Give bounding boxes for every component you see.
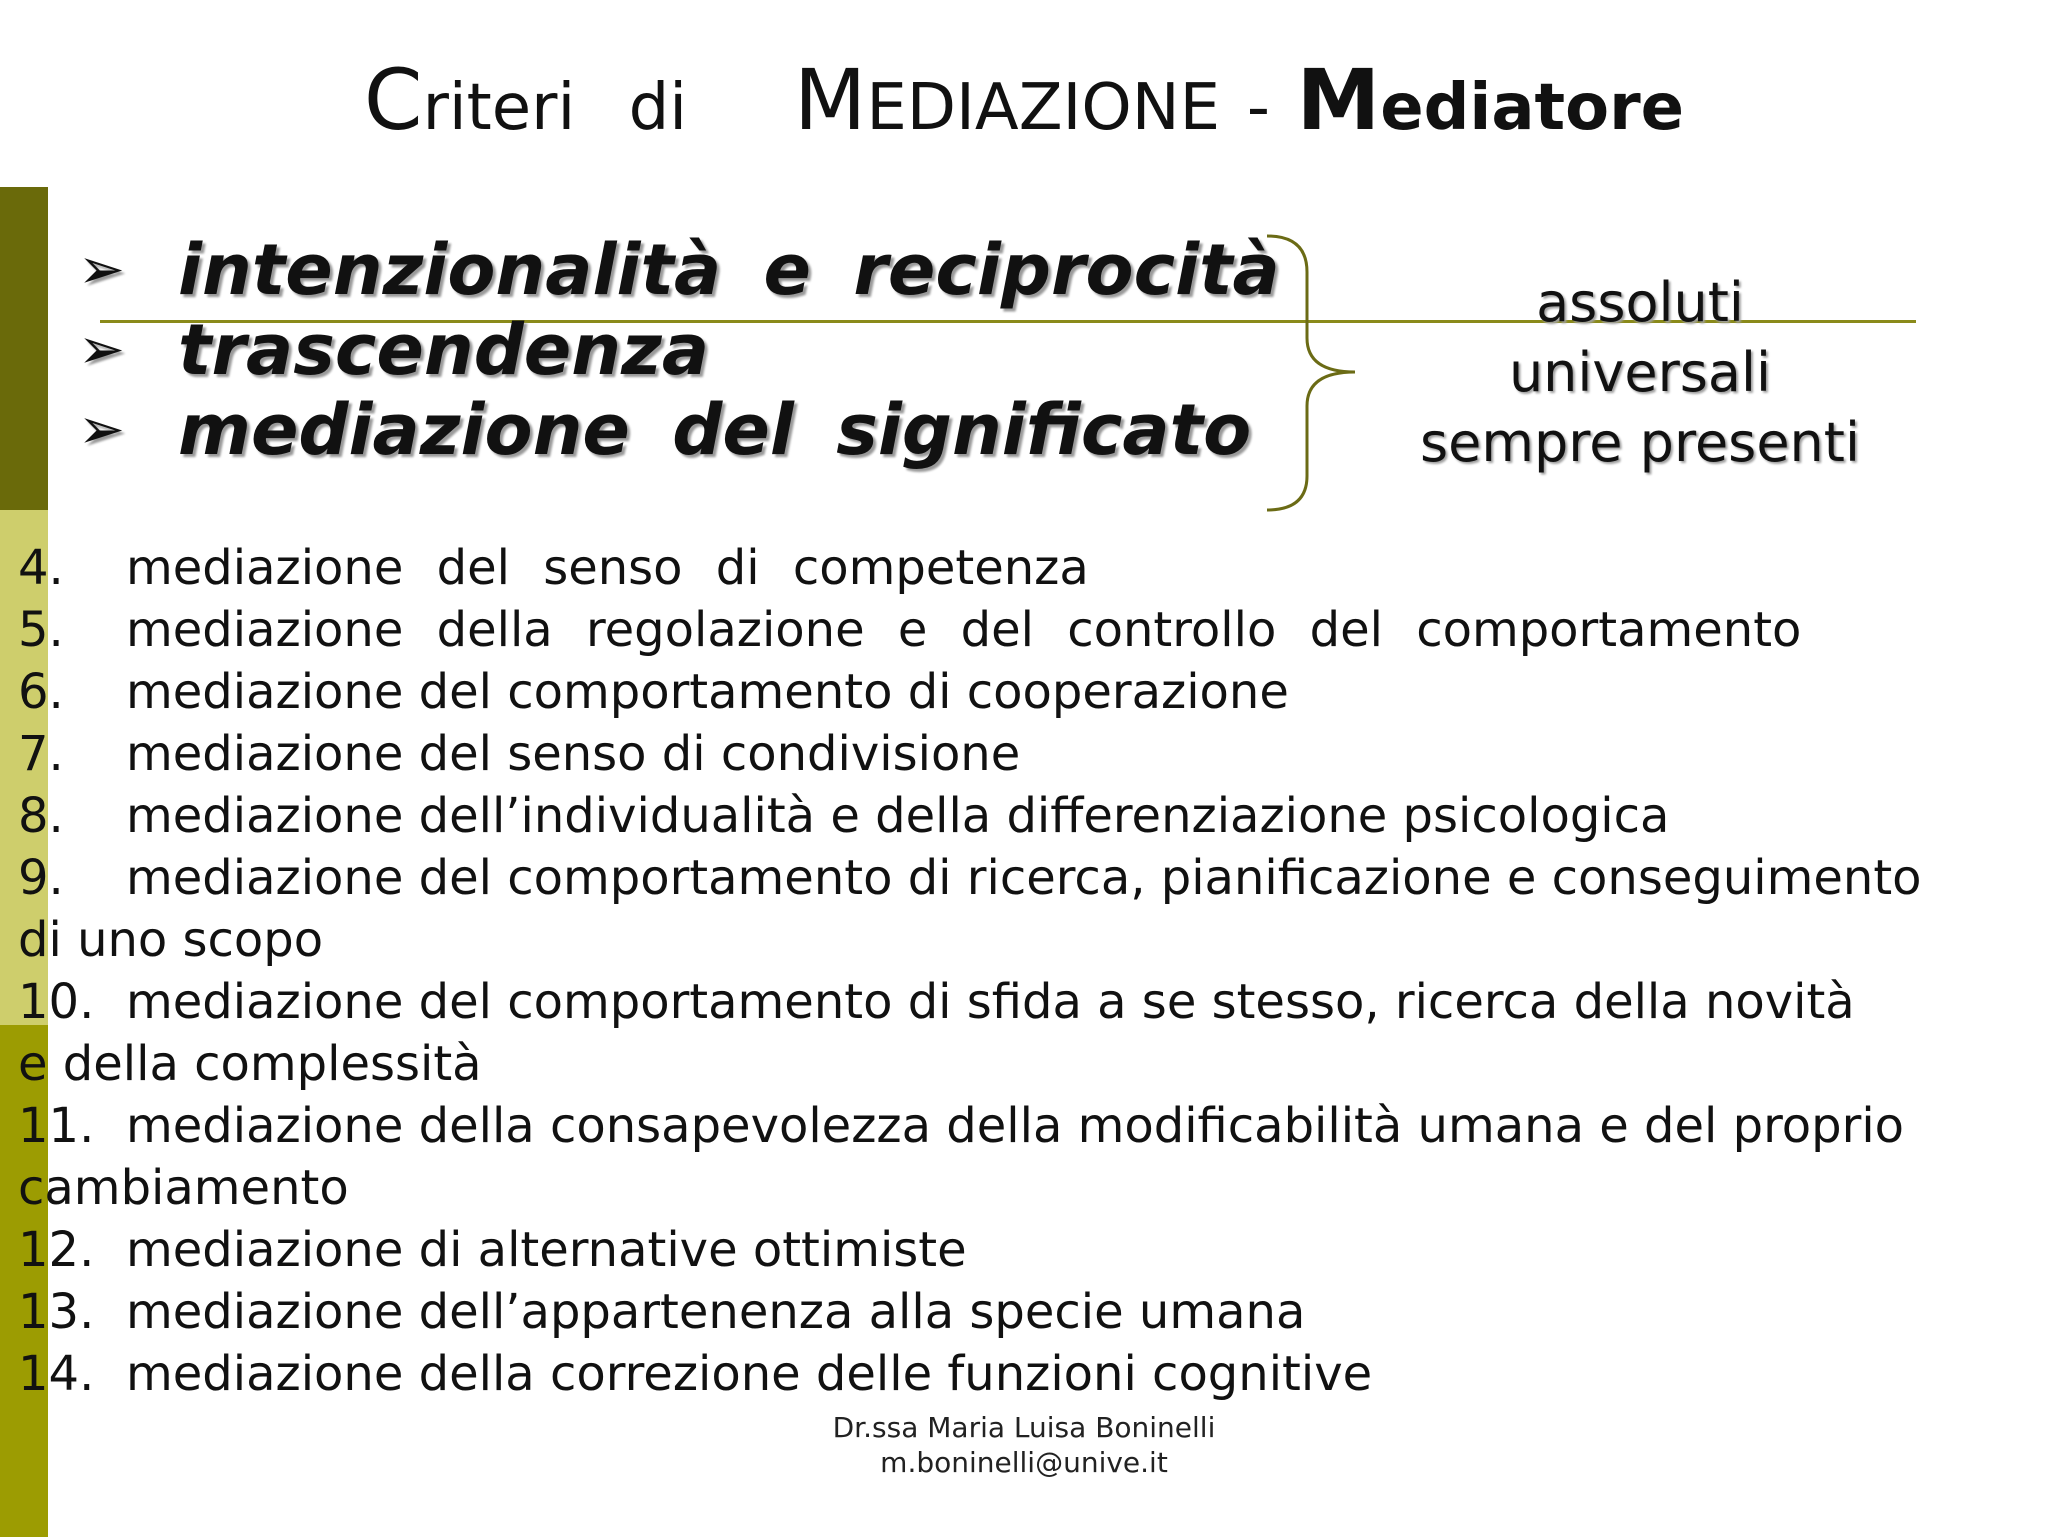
slide-footer [0, 1410, 2048, 1480]
title-m2-cap: M [1296, 51, 1381, 149]
title-m-rest: EDIAZIONE [866, 71, 1221, 145]
curly-brace-icon [1265, 232, 1355, 514]
item-number: 9. [18, 850, 64, 906]
footer-author: Dr.ssa Maria Luisa Boninelli [832, 1411, 1216, 1444]
list-item [18, 1095, 2048, 1157]
criterion-item [78, 310, 1280, 390]
title-m2-rest: ediatore [1380, 71, 1685, 145]
criterion-text: mediazione del significato [178, 389, 1252, 471]
item-text: mediazione del comportamento di sfida a se stesso, ricerca della novità [126, 974, 1855, 1030]
item-text: mediazione del senso di condivisione [126, 726, 1021, 782]
item-text: mediazione dell’appartenenza alla specie umana [126, 1284, 1306, 1340]
list-item [18, 723, 2048, 785]
numbered-criteria-list [18, 537, 2048, 1405]
criteria-attributes [1380, 268, 1900, 478]
item-text: mediazione della correzione delle funzioni cognitive [126, 1346, 1373, 1402]
title-m-cap: M [793, 51, 867, 149]
criterion-text: intenzionalità e reciprocità [178, 229, 1280, 311]
item-text: mediazione del senso di competenza [126, 540, 1089, 596]
title-c-cap: C [363, 51, 423, 149]
footer-email: m.boninelli@unive.it [880, 1446, 1168, 1479]
list-item-continuation: cambiamento [18, 1160, 349, 1216]
arrow-bullet-icon: ➢ [78, 317, 125, 382]
list-item [18, 1219, 2048, 1281]
item-number: 12. [18, 1222, 95, 1278]
criterion-item [78, 390, 1280, 470]
item-text: mediazione della consapevolezza della modificabilità umana e del proprio [126, 1098, 1905, 1154]
item-number: 14. [18, 1346, 95, 1402]
list-item [18, 661, 2048, 723]
list-item [18, 599, 2048, 661]
attribute-always-present: sempre presenti [1420, 411, 1860, 474]
item-text: mediazione del comportamento di cooperazione [126, 664, 1289, 720]
arrow-bullet-icon: ➢ [78, 397, 125, 462]
slide-title [0, 40, 2048, 168]
list-item [18, 847, 2048, 909]
list-item-continuation: e della complessità [18, 1036, 482, 1092]
list-item [18, 971, 2048, 1033]
item-text: mediazione dell’individualità e della differenziazione psicologica [126, 788, 1670, 844]
title-c-rest: riteri [422, 71, 576, 145]
item-text: mediazione della regolazione e del controllo del comportamento [126, 602, 1802, 658]
item-number: 4. [18, 540, 64, 596]
arrow-bullet-icon: ➢ [78, 237, 125, 302]
item-number: 10. [18, 974, 95, 1030]
core-criteria-list [78, 230, 1280, 470]
attribute-absolute: assoluti [1536, 271, 1744, 334]
item-text: mediazione del comportamento di ricerca, pianificazione e conseguimento [126, 850, 1922, 906]
item-number: 5. [18, 602, 64, 658]
list-item [18, 785, 2048, 847]
item-number: 11. [18, 1098, 95, 1154]
list-item [18, 537, 2048, 599]
title-di: di [628, 71, 688, 145]
item-number: 7. [18, 726, 64, 782]
item-number: 13. [18, 1284, 95, 1340]
title-dash: - [1246, 71, 1270, 145]
item-number: 8. [18, 788, 64, 844]
list-item [18, 1281, 2048, 1343]
list-item-continuation: di uno scopo [18, 912, 324, 968]
criterion-text: trascendenza [178, 309, 710, 391]
attribute-universal: universali [1508, 341, 1772, 404]
item-number: 6. [18, 664, 64, 720]
side-band-dark [0, 187, 48, 510]
item-text: mediazione di alternative ottimiste [126, 1222, 967, 1278]
criterion-item [78, 230, 1280, 310]
list-item [18, 1343, 2048, 1405]
